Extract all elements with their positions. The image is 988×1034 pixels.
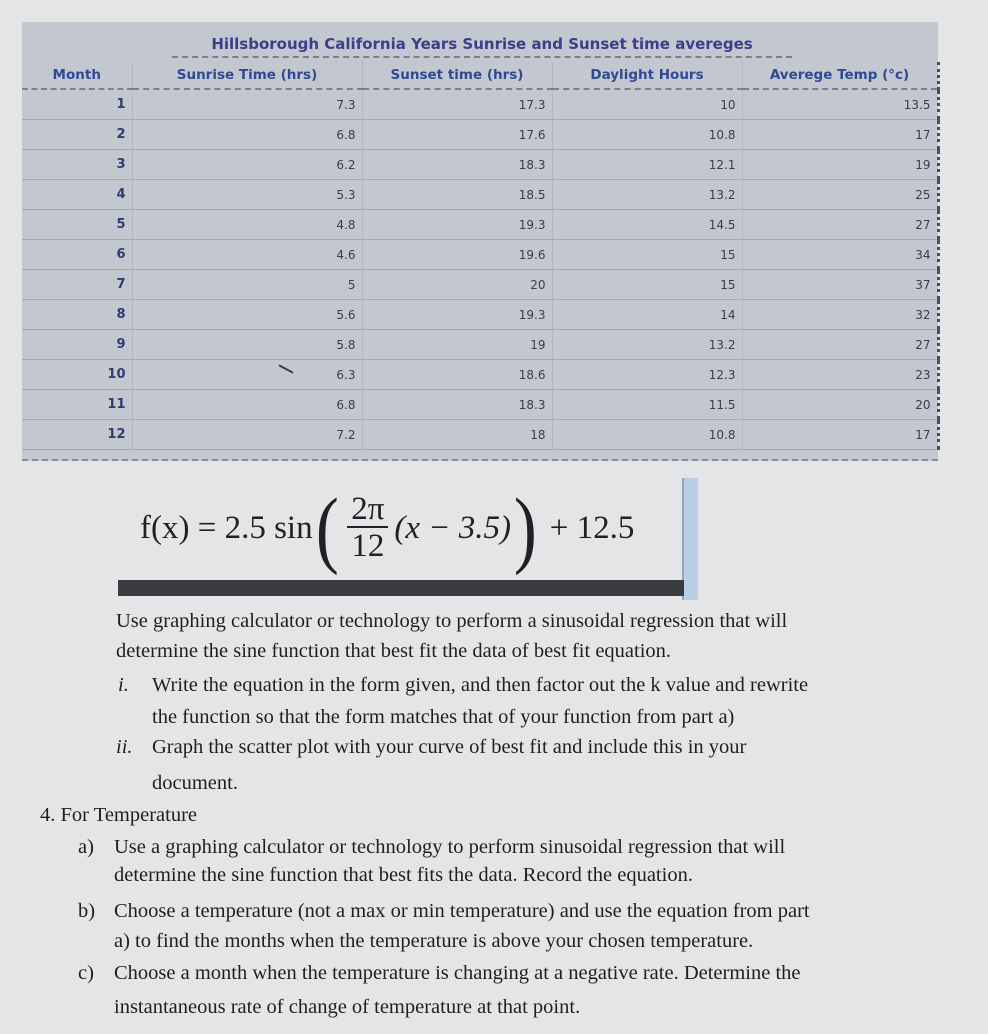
table-row [22,120,938,150]
daylight-cell: 13.2 [552,330,742,360]
sunset-cell: 18.6 [362,360,552,390]
temp-cell: 32 [742,300,938,330]
temp-cell: 20 [742,390,938,420]
sunset-cell: 19.6 [362,240,552,270]
sunset-cell: 19.3 [362,210,552,240]
part-b-line-1: Choose a temperature (not a max or min temperature) and use the equation from part [114,900,810,922]
daylight-cell: 13.2 [552,180,742,210]
intro-line-1: Use graphing calculator or technology to perform a sinusoidal regression that will [116,610,788,632]
formula-tail: + 12.5 [549,509,635,546]
temp-cell: 25 [742,180,938,210]
daylight-cell: 10 [552,89,742,120]
item-i-line-2: the function so that the form matches that of your function from part a) [152,706,735,728]
sunset-cell: 20 [362,270,552,300]
table-row [22,270,938,300]
header-sunset: Sunset time (hrs) [362,62,552,89]
sheet-title: Hillsborough California Years Sunrise and Sunset time avereges [172,32,792,58]
part-c-line-2: instantaneous rate of change of temperature at that point. [114,996,581,1018]
intro-line-2: determine the sine function that best fit the data of best fit equation. [116,640,672,662]
temp-cell: 13.5 [742,89,938,120]
table-row [22,240,938,270]
redaction-bar [118,580,684,596]
sunrise-cell: 4.8 [132,210,362,240]
data-table [22,62,940,450]
sunrise-cell: 5 [132,270,362,300]
table-row [22,420,938,450]
month-cell: 4 [22,180,132,210]
month-cell: 5 [22,210,132,240]
part-a-marker: a) [78,836,94,858]
daylight-cell: 12.1 [552,150,742,180]
sunset-cell: 18.3 [362,150,552,180]
text-cursor-highlight [682,478,698,600]
daylight-cell: 10.8 [552,120,742,150]
sunset-cell: 19.3 [362,300,552,330]
temp-cell: 17 [742,420,938,450]
part-a-line-1: Use a graphing calculator or technology to perform sinusoidal regression that will [114,836,786,858]
header-temp: Averege Temp (°c) [742,62,938,89]
sunrise-cell: 4.6 [132,240,362,270]
sunset-cell: 18 [362,420,552,450]
sunrise-cell: 5.6 [132,300,362,330]
daylight-cell: 12.3 [552,360,742,390]
month-cell: 12 [22,420,132,450]
sunrise-cell: 6.8 [132,390,362,420]
temp-cell: 23 [742,360,938,390]
table-row [22,390,938,420]
table-row [22,150,938,180]
table-row [22,330,938,360]
sunrise-cell: 5.8 [132,330,362,360]
item-i-line-1: Write the equation in the form given, and then factor out the k value and rewrite [152,674,809,696]
sunrise-cell: 5.3 [132,180,362,210]
table-row [22,180,938,210]
month-cell: 6 [22,240,132,270]
sunrise-cell: 6.2 [132,150,362,180]
temp-cell: 17 [742,120,938,150]
fraction-denominator: 12 [351,528,385,565]
month-cell: 11 [22,390,132,420]
item-ii-line-1: Graph the scatter plot with your curve of best fit and include this in your [152,736,747,758]
temp-cell: 34 [742,240,938,270]
sunrise-cell: 7.2 [132,420,362,450]
item-ii-line-2: document. [152,772,238,794]
table-row [22,300,938,330]
formula-lhs: f(x) = 2.5 sin [140,509,313,546]
sunrise-cell: 6.3 [132,360,362,390]
sunset-cell: 17.3 [362,89,552,120]
daylight-cell: 11.5 [552,390,742,420]
month-cell: 2 [22,120,132,150]
header-daylight: Daylight Hours [552,62,742,89]
temp-cell: 27 [742,210,938,240]
part-c-line-1: Choose a month when the temperature is changing at a negative rate. Determine the [114,962,801,984]
part-b-marker: b) [78,900,96,922]
month-cell: 9 [22,330,132,360]
table-row [22,89,938,120]
item-i-marker: i. [118,674,129,696]
part-b-line-2: a) to find the months when the temperature is above your chosen temperature. [114,930,754,952]
sunset-cell: 19 [362,330,552,360]
sunset-cell: 18.5 [362,180,552,210]
daylight-cell: 15 [552,240,742,270]
month-cell: 7 [22,270,132,300]
month-cell: 10 [22,360,132,390]
part-a-line-2: determine the sine function that best fits the data. Record the equation. [114,864,693,886]
sunset-cell: 17.6 [362,120,552,150]
header-month: Month [22,62,132,89]
fraction-numerator: 2π [347,492,388,529]
part-c-marker: c) [78,962,94,984]
item-ii-marker: ii. [116,736,133,758]
sunrise-cell: 6.8 [132,120,362,150]
month-cell: 3 [22,150,132,180]
month-cell: 1 [22,89,132,120]
daylight-cell: 15 [552,270,742,300]
daylight-cell: 14.5 [552,210,742,240]
month-cell: 8 [22,300,132,330]
daylight-cell: 10.8 [552,420,742,450]
temp-cell: 27 [742,330,938,360]
data-spreadsheet [22,22,938,461]
right-paren: ) [513,480,537,576]
sunrise-cell: 7.3 [132,89,362,120]
table-row [22,360,938,390]
formula-inner: (x − 3.5) [394,509,512,546]
header-sunrise: Sunrise Time (hrs) [132,62,362,89]
header-row [22,62,938,89]
sunset-cell: 18.3 [362,390,552,420]
temp-cell: 19 [742,150,938,180]
temp-cell: 37 [742,270,938,300]
table-row [22,210,938,240]
fraction [347,492,388,565]
question-4-title: 4. For Temperature [40,804,198,826]
given-function [140,478,634,578]
daylight-cell: 14 [552,300,742,330]
left-paren: ( [315,480,339,576]
